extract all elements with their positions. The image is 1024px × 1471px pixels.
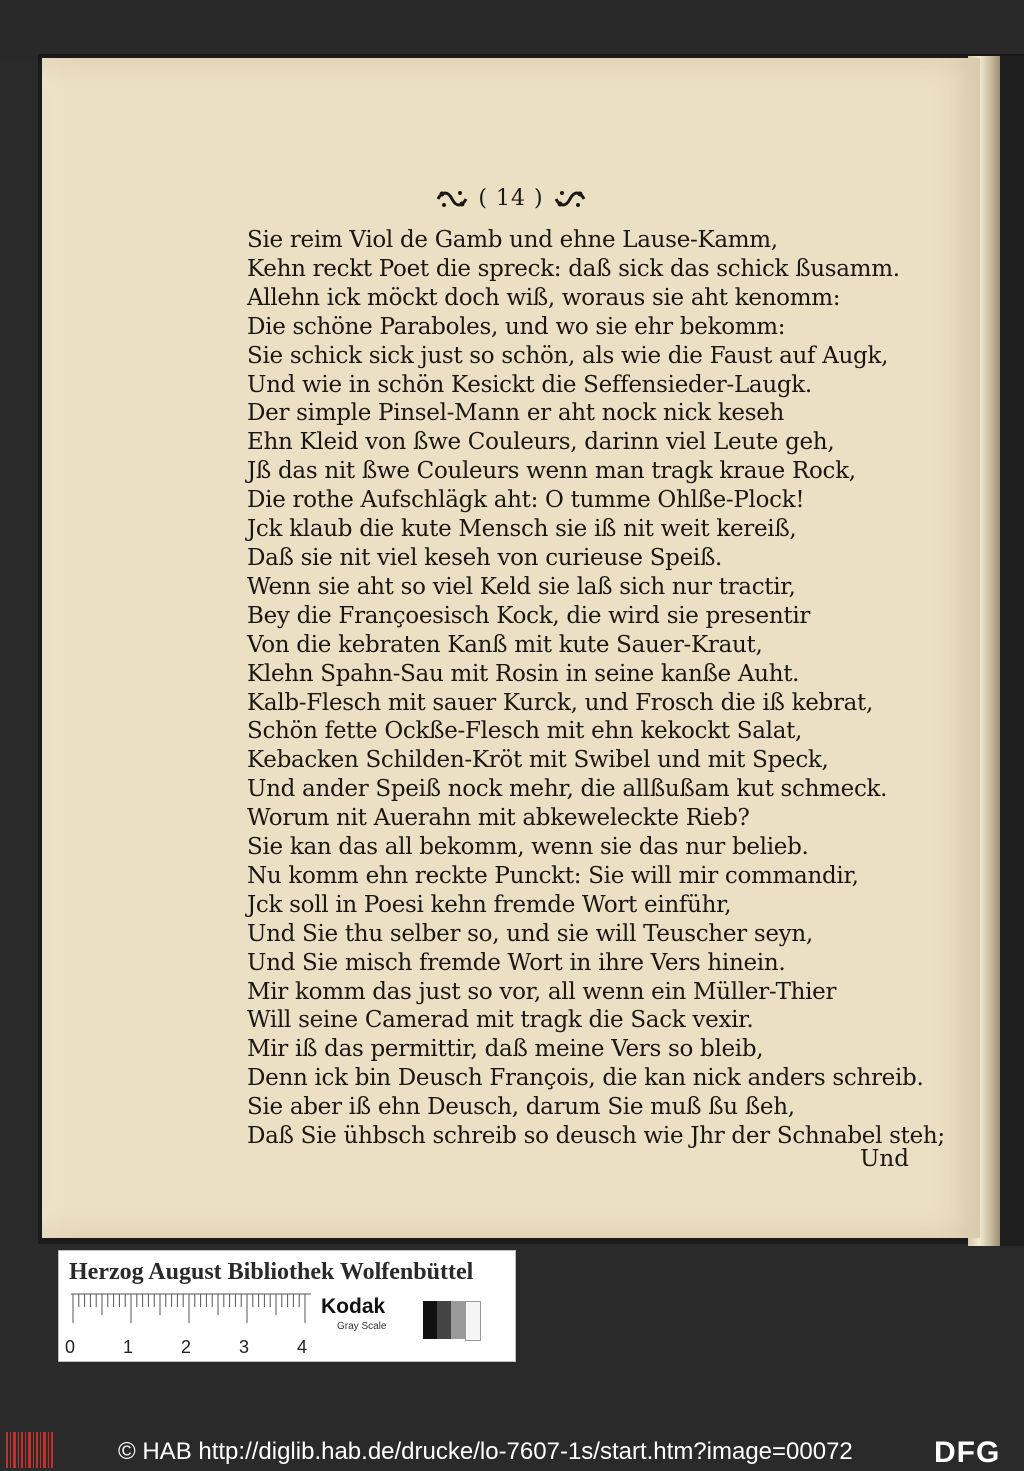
ruler-number: 0 (65, 1337, 76, 1357)
poem-line: Und Sie misch fremde Wort in ihre Vers hinein. (247, 949, 786, 976)
viewer-background (0, 0, 1024, 60)
poem-line: Mir iß das permittir, daß meine Vers so bleib, (247, 1036, 764, 1063)
poem-line: Bey die Françoesisch Kock, die wird sie presentir (247, 602, 811, 629)
poem-line: Jß das nit ßwe Couleurs wenn man tragk kraue Rock, (247, 458, 856, 485)
ruler-number: 1 (123, 1337, 134, 1357)
gray-swatch-white (465, 1301, 481, 1341)
library-name: Herzog August Bibliothek Wolfenbüttel (69, 1259, 474, 1285)
running-head (42, 186, 980, 211)
book-page (42, 58, 980, 1238)
catchword: Und (860, 1146, 909, 1172)
ruler-number: 3 (239, 1337, 250, 1357)
poem-line: Wenn sie aht so viel Keld sie laß sich nur tractir, (247, 573, 796, 600)
kodak-logo: Kodak (321, 1295, 386, 1318)
poem-line: Nu komm ehn reckte Punckt: Sie will mir commandir, (247, 862, 859, 889)
poem-line: Sie schick sick just so schön, als wie die Faust auf Augk, (247, 342, 889, 369)
book-cover-edge (1000, 56, 1024, 1246)
poem-line: Kehn reckt Poet die spreck: daß sick das schick ßusamm. (247, 255, 900, 282)
poem-line: Mir komm das just so vor, all wenn ein Müller-Thier (247, 978, 837, 1005)
color-scale-card (58, 1250, 516, 1362)
gray-scale-label: Gray Scale (337, 1321, 387, 1332)
ruler-number: 4 (297, 1337, 308, 1357)
ornament-right-icon (552, 189, 588, 209)
copyright-url[interactable]: © HAB http://diglib.hab.de/drucke/lo-7607-1s/start.htm?image=00072 (118, 1438, 853, 1465)
ornament-left-icon (434, 189, 470, 209)
poem-line: Kalb-Flesch mit sauer Kurck, und Frosch die iß kebrat, (247, 689, 874, 716)
page-number: ( 14 ) (478, 186, 544, 211)
poem-line: Und ander Speiß nock mehr, die allßußam kut schmeck. (247, 776, 888, 803)
poem-line: Daß Sie ühbsch schreib so deusch wie Jhr der Schnabel steh; (247, 1123, 945, 1150)
poem-line: Schön fette Ockße-Flesch mit ehn kekockt Salat, (247, 718, 803, 745)
ruler-number: 2 (181, 1337, 192, 1357)
poem-line: Sie reim Viol de Gamb und ehne Lause-Kamm, (247, 227, 778, 253)
poem-line: Kebacken Schilden-Kröt mit Swibel und mit Speck, (247, 747, 829, 774)
poem-line: Von die kebraten Kanß mit kute Sauer-Kraut, (247, 631, 763, 658)
poem-text (247, 226, 947, 1151)
poem-line: Die schöne Paraboles, und wo sie ehr bekomm: (247, 313, 786, 340)
viewer-footer (0, 1402, 1024, 1471)
dfg-logo: DFG (934, 1436, 1001, 1469)
ruler-icon (71, 1293, 311, 1331)
poem-line: Und wie in schön Kesickt die Seffensieder-Laugk. (247, 371, 812, 398)
poem-line: Will seine Camerad mit tragk die Sack vexir. (247, 1007, 754, 1034)
poem-line: Jck soll in Poesi kehn fremde Wort einführ, (247, 891, 732, 918)
poem-line: Daß sie nit viel keseh von curieuse Speiß. (247, 544, 723, 571)
gray-swatch-dark (437, 1301, 451, 1339)
poem-line: Jck klaub die kute Mensch sie iß nit weit kereiß, (247, 516, 797, 543)
gray-swatch-black (423, 1301, 437, 1339)
poem-line: Ehn Kleid von ßwe Couleurs, darinn viel Leute geh, (247, 429, 835, 456)
poem-line: Allehn ick möckt doch wiß, woraus sie aht kenomm: (247, 284, 841, 311)
poem-line: Klehn Spahn-Sau mit Rosin in seine kanße Auht. (247, 660, 800, 687)
poem-line: Und Sie thu selber so, und sie will Teuscher seyn, (247, 920, 813, 947)
poem-line: Denn ick bin Deusch François, die kan nick anders schreib. (247, 1065, 924, 1092)
poem-line: Worum nit Auerahn mit abkeweleckte Rieb? (247, 805, 750, 832)
poem-line: Sie kan das all bekomm, wenn sie das nur belieb. (247, 834, 809, 861)
poem-line: Der simple Pinsel-Mann er aht nock nick keseh (247, 400, 785, 427)
gray-swatch-mid (451, 1301, 465, 1339)
poem-line: Sie aber iß ehn Deusch, darum Sie muß ßu ßeh, (247, 1094, 795, 1121)
poem-line: Die rothe Aufschlägk aht: O tumme Ohlße-Plock! (247, 487, 805, 514)
barcode-icon (6, 1432, 54, 1468)
